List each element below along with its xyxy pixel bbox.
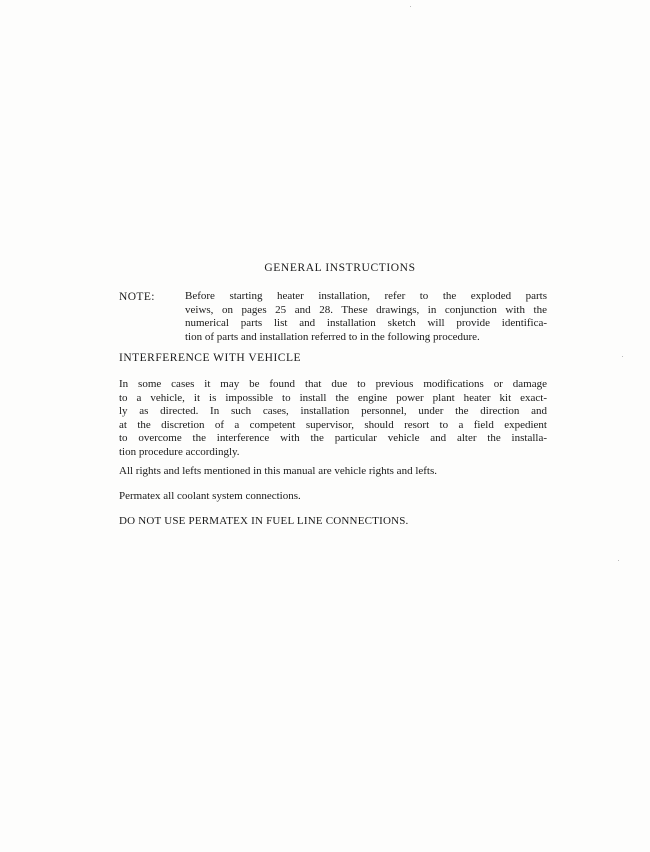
paragraph-line: tion procedure accordingly. (119, 445, 240, 458)
note-line: Before starting heater installation, refer to the exploded parts (185, 290, 547, 302)
paragraph-line: ly as directed. In such cases, installation personnel, under the direction and (119, 405, 547, 418)
note-line: numerical parts list and installation sketch will provide identifica- (185, 317, 547, 330)
note-line: tion of parts and installation referred to in the following procedure. (185, 330, 480, 343)
note-line: veiws, on pages 25 and 28. These drawings, in conjunction with the (185, 303, 547, 316)
note-body (185, 290, 547, 344)
paragraph-line: to overcome the interference with the particular vehicle and alter the installa- (119, 432, 547, 445)
note-label: NOTE: (119, 291, 155, 303)
scan-speck (618, 560, 619, 561)
paragraph-line: to a vehicle, it is impossible to install the engine power plant heater kit exact- (119, 391, 547, 404)
section-heading: INTERFERENCE WITH VEHICLE (119, 352, 302, 364)
interference-paragraph (119, 378, 547, 460)
warning-paragraph: DO NOT USE PERMATEX IN FUEL LINE CONNECTIONS. (119, 515, 409, 527)
paragraph-line: In some cases it may be found that due to previous modifications or damage (119, 378, 547, 390)
rights-paragraph: All rights and lefts mentioned in this manual are vehicle rights and lefts. (119, 465, 438, 477)
paragraph-line: at the discretion of a competent supervisor, should resort to a field expedient (119, 418, 547, 431)
page-title: GENERAL INSTRUCTIONS (264, 262, 416, 274)
permatex-paragraph: Permatex all coolant system connections. (119, 490, 301, 502)
scan-speck (410, 6, 411, 7)
scan-speck (622, 356, 623, 357)
